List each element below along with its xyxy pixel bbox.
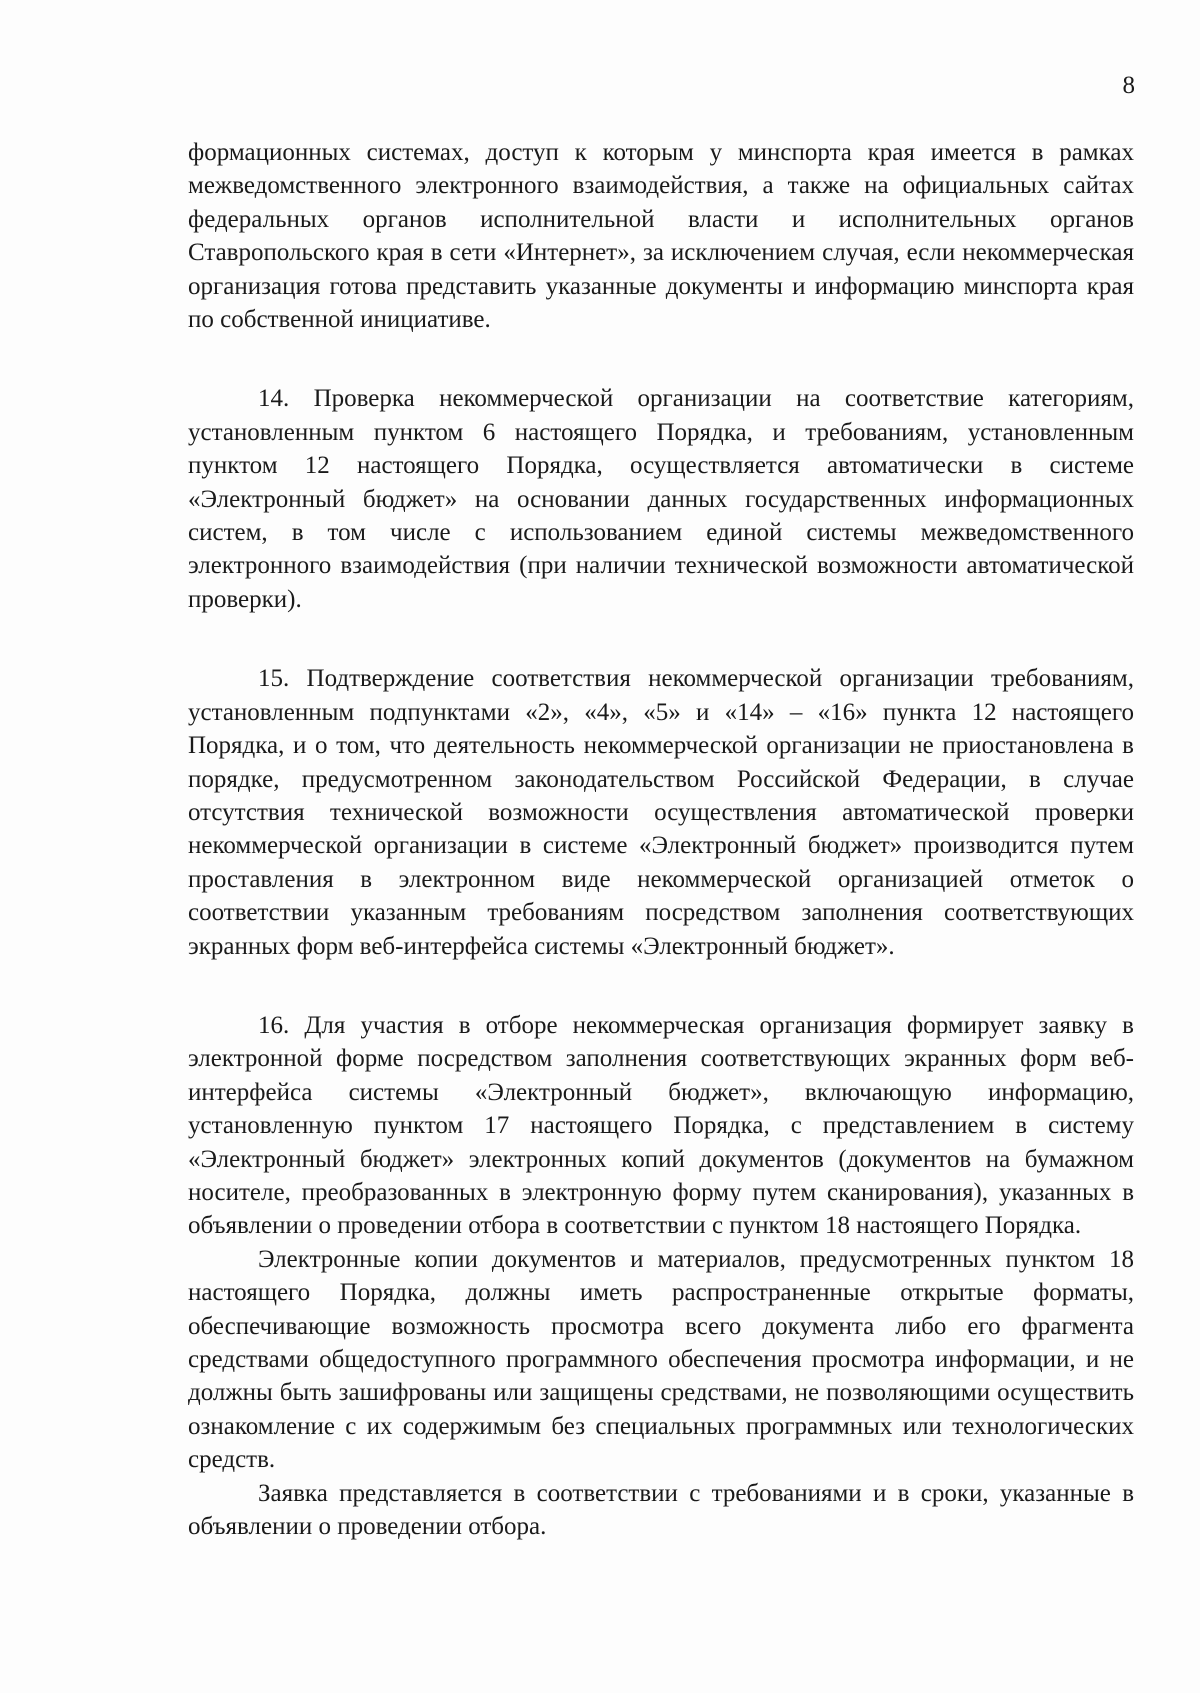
paragraph-continuation: формационных системах, доступ к которым у минспорта края имеется в рамках межведомственного электронного взаимодействия, а также на официальных сайтах федеральных органов исполнительной власти и исполнительных органов Ставропольского края в сети «Интернет», за исключением случая, если некоммерческая организация готова представить указанные документы и информацию минспорта края по собственной инициативе.: [188, 139, 1134, 334]
paragraph-14: 14. Проверка некоммерческой организации на соответствие категориям, установленным пунктом 6 настоящего Порядка, и требованиям, установленным пунктом 12 настоящего Порядка, осуществляется автоматически в системе «Электронный бюджет» на основании данных государственных информационных систем, в том числе с использованием единой системы межведомственного электронного взаимодействия (при наличии технической возможности автоматической проверки).: [188, 385, 1134, 613]
paragraph-16-electronic-copies: Электронные копии документов и материалов, предусмотренных пунктом 18 настоящего Порядка, должны иметь распространенные открытые форматы, обеспечивающие возможность просмотра всего документа либо его фрагмента средствами общедоступного программного обеспечения просмотра информации, и не должны быть зашифрованы или защищены средствами, не позволяющими осуществить ознакомление с их содержимым без специальных программных или технологических средств.: [188, 1245, 1134, 1474]
document-body: [188, 136, 1134, 1543]
paragraph-15: 15. Подтверждение соответствия некоммерческой организации требованиям, установленным подпунктами «2», «4», «5» и «14» – «16» пункта 12 настоящего Порядка, и о том, что деятельность некоммерческой организации не приостановлена в порядке, предусмотренном законодательством Российской Федерации, в случае отсутствия технической возможности осуществления автоматической проверки некоммерческой организации в системе «Электронный бюджет» производится путем проставления в электронном виде некоммерческой организацией отметок о соответствии указанным требованиям посредством заполнения соответствующих экранных форм веб-интерфейса системы «Электронный бюджет».: [188, 665, 1134, 960]
paragraph-16: 16. Для участия в отборе некоммерческая организация формирует заявку в электронной форме посредством заполнения соответствующих экранных форм веб-интерфейса системы «Электронный бюджет», включающую информацию, установленную пунктом 17 настоящего Порядка, с представлением в систему «Электронный бюджет» электронных копий документов (документов на бумажном носителе, преобразованных в электронную форму путем сканирования), указанных в объявлении о проведении отбора в соответствии с пунктом 18 настоящего Порядка.: [188, 1011, 1134, 1240]
page-number: 8: [1122, 72, 1135, 99]
paragraph-16-submission-terms: Заявка представляется в соответствии с требованиями и в сроки, указанные в объявлении о проведении отбора.: [188, 1479, 1134, 1541]
